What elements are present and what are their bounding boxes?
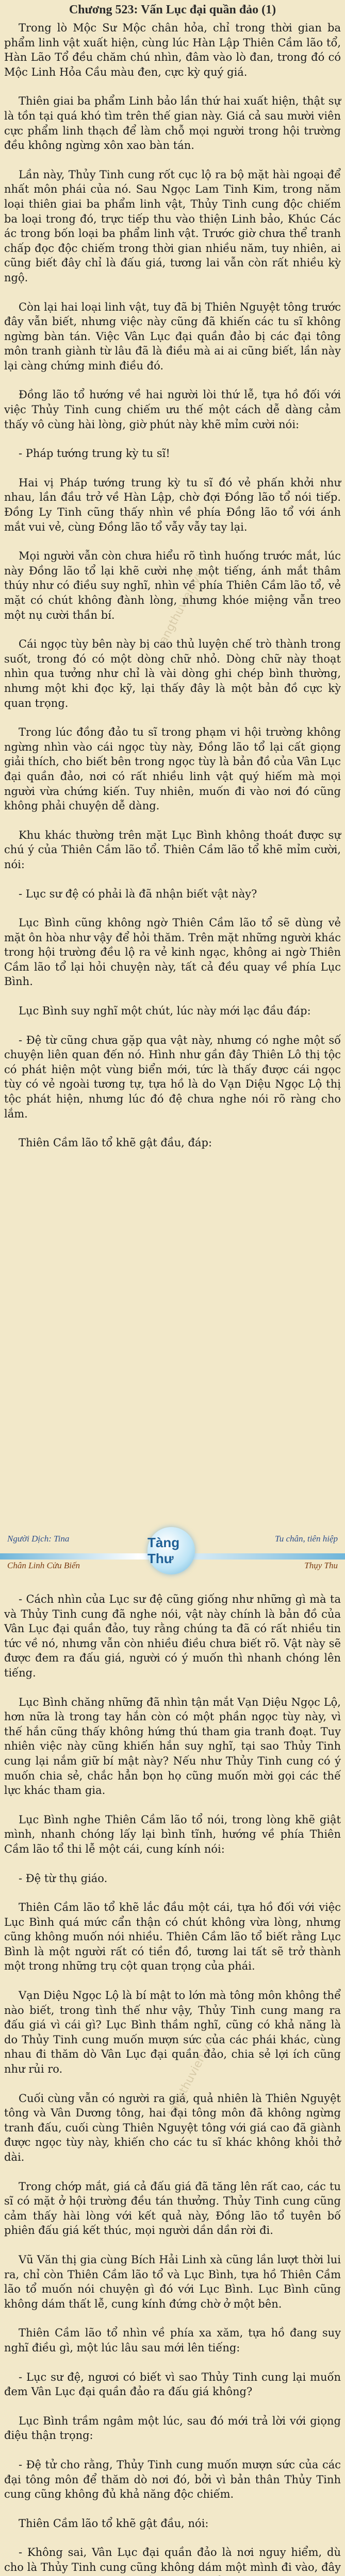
- paragraph: Thiên giai ba phẩm Linh bảo lần thứ hai xuất hiện, thật sự là tồn tại quá khó tìm trên thế gian này. Giá cả sau mười viên cực phẩm linh thạch để làm chỗ mọi người trong hội trường đều không ngừng xôn xao bàn tán.: [4, 95, 341, 152]
- paragraph: - Không sai, Vân Lục đại quần đảo là nơi nguy hiểm, dù cho là Thủy Tinh cung cũng không dám một mình đi vào, đây: [4, 2546, 341, 2573]
- paragraph: Còn lại hai loại linh vật, tuy đã bị Thiên Nguyệt tông trước đây vẫn biết, nhưng việc này cũng đã khiến các tu sĩ không ngừng bàn tán. Việc Vân Lục đại quần đảo bị các đại tông môn tranh giành từ lâu đã là điều mà ai ai cũng biết, lần này lại càng chứng minh điều đó.: [4, 300, 341, 372]
- paragraph: Hai vị Pháp tướng trung kỳ tu sĩ đó vẻ phấn khởi như nhau, lần đầu trở về Hàn Lập, chờ đợi Đồng lão tổ nói tiếp. Đồng Ly Tinh cũng thấy nhìn về phía Đồng lão tổ với ánh mắt vui vẻ, cùng Đồng lão tổ vẫy vẫy tay lại.: [4, 476, 341, 533]
- book-name: Chân Linh Cửu Biến: [7, 1561, 80, 1570]
- chapter-content-continued: [4, 1592, 341, 2576]
- paragraph: Lục Bình cũng không ngờ Thiên Cầm lão tổ sẽ dùng vẻ mặt ôn hòa như vậy để hỏi thăm. Trên mặt những người khác trong hội trường đều lộ ra vẻ kinh ngạc, không ai ngờ Thiên Cầm lão tổ lại hỏi chuyện này, tất cả đều quay về phía Lục Bình.: [4, 917, 341, 988]
- genre-label: Tu chân, tiên hiệp: [275, 1534, 338, 1544]
- paragraph: Đồng lão tổ hướng về hai người lòi thứ lễ, tựa hồ đối với việc Thủy Tinh cung chiếm ưu thế một cách dễ dàng cảm thấy vô cùng hài lòng, giờ phút này khẽ mỉm cười nói:: [4, 388, 341, 431]
- paragraph: Cái ngọc tùy bên này bị cao thủ luyện chế trò thành trong suốt, trong đó có một dòng chữ nhỏ. Dòng chữ này thoạt nhìn qua tưởng như chỉ là vài dòng ghi chép bình thường, nhưng một khi đọc kỹ, lại thấy đây là một bản đồ cực kỳ quan trọng.: [4, 638, 341, 709]
- paragraph: Cuối cùng vẫn có người ra giá, quả nhiên là Thiên Nguyệt tông và Vân Dương tông, hai đại tông môn đã không ngừng tranh đấu, cuối cùng Thiên Nguyệt tông với giá cao đã giành được ngọc tùy này, khiến cho các tu sĩ khác không khỏi thở dài.: [4, 2092, 341, 2163]
- paragraph: Mọi người vẫn còn chưa hiểu rõ tình huống trước mắt, lúc này Đồng lão tổ lại khẽ cười nhẹ một tiếng, ánh mắt thâm thúy như có điều suy nghĩ, nhìn về phía Thiên Cầm lão tổ, vẻ mặt có chút không đành lòng, nhưng khóe miệng vẫn treo một nụ cười thần bí.: [4, 550, 341, 621]
- translator-name: Thụy Thu: [304, 1561, 338, 1570]
- logo-text: Tàng Thư: [147, 1535, 180, 1566]
- paragraph: Thiên Cầm lão tổ khẽ gật đầu, nói:: [19, 2517, 209, 2530]
- chapter-content: [4, 21, 341, 1150]
- paragraph: Lục Bình nghe Thiên Cầm lão tổ nói, trong lòng khẽ giật mình, nhanh chóng lấy lại bình tĩnh, hướng về phía Thiên Cầm lão tổ thi lễ một cái, cung kính nói:: [4, 1813, 341, 1855]
- paragraph: Thiên Cầm lão tổ nhìn về phía xa xăm, tựa hồ đang suy nghĩ điều gì, một lúc lâu sau mới lên tiếng:: [4, 2327, 341, 2354]
- logo-circle: [147, 1527, 195, 1574]
- watermark-1: tangthuvien.vn: [155, 568, 207, 650]
- paragraph: Lục Bình suy nghĩ một chút, lúc này mới lạc đầu đáp:: [19, 1005, 311, 1018]
- paragraph: - Cách nhìn của Lục sư đệ cũng giống như những gì mà ta và Thủy Tinh cung đã nghe nói, vật này chính là bản đồ của Vân Lục đại quần đảo, tuy rằng chúng ta đã có rất nhiều tin tức về nó, nhưng vẫn còn nhiều điều chưa biết rõ. Vật này sẽ được đem ra đấu giá, người có ý muốn thì nhanh chóng lên tiếng.: [4, 1593, 341, 1679]
- watermark-2: tangthuvien.vn: [165, 2036, 217, 2119]
- paragraph: - Lục sư đệ, ngươi có biết vì sao Thủy Tinh cung lại muốn đem Vân Lục đại quần đảo ra đấu giá không?: [4, 2370, 341, 2398]
- paragraph: Khu khác thường trên mặt Lục Bình không thoát được sự chú ý của Thiên Cầm lão tổ. Thiên Cầm lão tổ khẽ mỉm cười, nói:: [4, 828, 341, 871]
- translator-label: Người Dịch: Tina: [7, 1534, 70, 1544]
- site-logo: [130, 1522, 212, 1579]
- paragraph: - Pháp tướng trung kỳ tu sĩ!: [19, 447, 170, 460]
- paragraph: Thiên Cầm lão tổ khẽ lắc đầu một cái, tựa hồ đối với việc Lục Bình quá mức cẩn thận có chút không vừa lòng, nhưng cũng không muốn nói nhiều. Thiên Cầm lão tổ biết rằng Lục Bình là một người rất có tiền đồ, tương lai tất sẽ trở thành một trong những trụ cột quan trọng của phái.: [4, 1901, 341, 1973]
- paragraph: Thiên Cầm lão tổ khẽ gật đầu, đáp:: [19, 1137, 212, 1149]
- paragraph: - Đệ tử cho rằng, Thủy Tinh cung muốn mượn sức của các đại tông môn để thăm dò nơi đó, bởi vì bản thân Thủy Tinh cung cũng không đủ khả năng độc chiếm.: [4, 2458, 341, 2501]
- paragraph: Vũ Văn thị gia cùng Bích Hải Linh xà cũng lần lượt thời lui ra, chỉ còn Thiên Cầm lão tổ và Lục Bình, tựa hồ Thiên Cầm lão tổ muốn nói chuyện gì đó với Lục Bình. Lục Bình cũng không dám thất lễ, cung kính đứng chờ ở một bên.: [4, 2253, 341, 2310]
- paragraph: - Đệ từ thụ giáo.: [19, 1872, 108, 1885]
- paragraph: Trong lúc đồng đảo tu sĩ trong phạm vi hội trường không ngừng nhìn vào cái ngọc tùy này, Đồng lão tổ lại cất giọng giải thích, cho biết bên trong ngọc tùy là bản đồ của Vân Lục đại quần đảo, nơi có rất nhiều linh vật quý hiếm mà mọi người vừa chứng kiến. Tuy nhiên, muốn đi vào nơi đó cũng không phải chuyện dễ dàng.: [4, 726, 341, 812]
- paragraph: Trong lò Mộc Sư Mộc chân hỏa, chỉ trong thời gian ba phẩm linh vật xuất hiện, cùng lúc Hàn Lập Thiên Cầm lão tổ, Hàn Lão Tổ đều chăm chú nhìn, đâm vào lò đan, trong đó có Mộc Linh Hỏa Cầu màu đen, cực kỳ quý giá.: [4, 22, 341, 78]
- chapter-title: Chương 523: Vấn Lục đại quần đảo (1): [69, 3, 276, 16]
- paragraph: - Đệ từ cũng chưa gặp qua vật này, nhưng có nghe một số chuyện liên quan đến nó. Hình như gần đây Thiên Lô thị tộc có phát hiện một vùng biển mới, tức là thấy được cái ngọc tùy có vẻ ngoài tương tự, tựa hồ là do Vạn Diệu Ngọc Lộ thị tộc phát hiện, nhưng lúc đó đệ chưa nghe nói rõ ràng cho lắm.: [4, 1033, 341, 1120]
- paragraph: Vạn Diệu Ngọc Lộ là bí mật to lớn mà tông môn không thể nào biết, trong tình thế như vậy, Thủy Tinh cung mang ra đấu giá vì cái gì? Lục Bình thầm nghĩ, cũng có khả năng là do Thủy Tinh cung muốn mượn sức của các phái khác, cùng nhau đi thăm dò Vân Lục đại quần đảo, chia sẻ lợi ích cũng như rủi ro.: [4, 1989, 341, 2076]
- paragraph: Lần này, Thủy Tinh cung rốt cục lộ ra bộ mặt hài ngoại để nhất môn phái của nó. Sau Ngọc Lam Tinh Kim, trong năm loại thiên giai ba phẩm linh vật, Thủy Tinh cung độc chiếm ba loại trong đó, trực tiếp thu vào thiện Linh bảo, Khúc Các ác trong bốn loại ba phẩm linh vật. Trước giờ chưa thể tranh chấp đọc độc chiếm trong thời gian nhiều năm, tuy nhiên, ai cũng biết đây chỉ là đấu giá, tương lai vẫn còn rất nhiều kỳ ngộ.: [4, 168, 341, 284]
- paragraph: - Lục sư đệ có phải là đã nhận biết vật này?: [19, 887, 257, 900]
- paragraph: Lục Bình trầm ngâm một lúc, sau đó mới trả lời với giọng điệu thận trọng:: [4, 2414, 341, 2442]
- paragraph: Trong chớp mắt, giá cả đấu giá đã tăng lên rất cao, các tu sĩ có mặt ở hội trường đều tán thưởng. Thủy Tinh cung cũng cảm thấy hài lòng với kết quả này, Đồng lão tổ tuyên bố phiên đấu giá kết thúc, mọi người dần dần rời đi.: [4, 2180, 341, 2237]
- paragraph: Lục Bình chăng những đã nhìn tận mắt Vạn Diệu Ngọc Lộ, hơn nữa là trong tay hắn còn có một phần ngọc tùy này, vì thế hắn cũng thấy không hứng thú tham gia tranh đoạt. Tuy nhiên việc này cũng khiến hắn suy nghĩ, tại sao Thủy Tinh cung lại nắm giữ bí mật này? Nếu như Thủy Tinh cung có ý muốn chia sẻ, chắc hẳn bọn họ cũng muốn mời gọi các thế lực khác tham gia.: [4, 1696, 341, 1797]
